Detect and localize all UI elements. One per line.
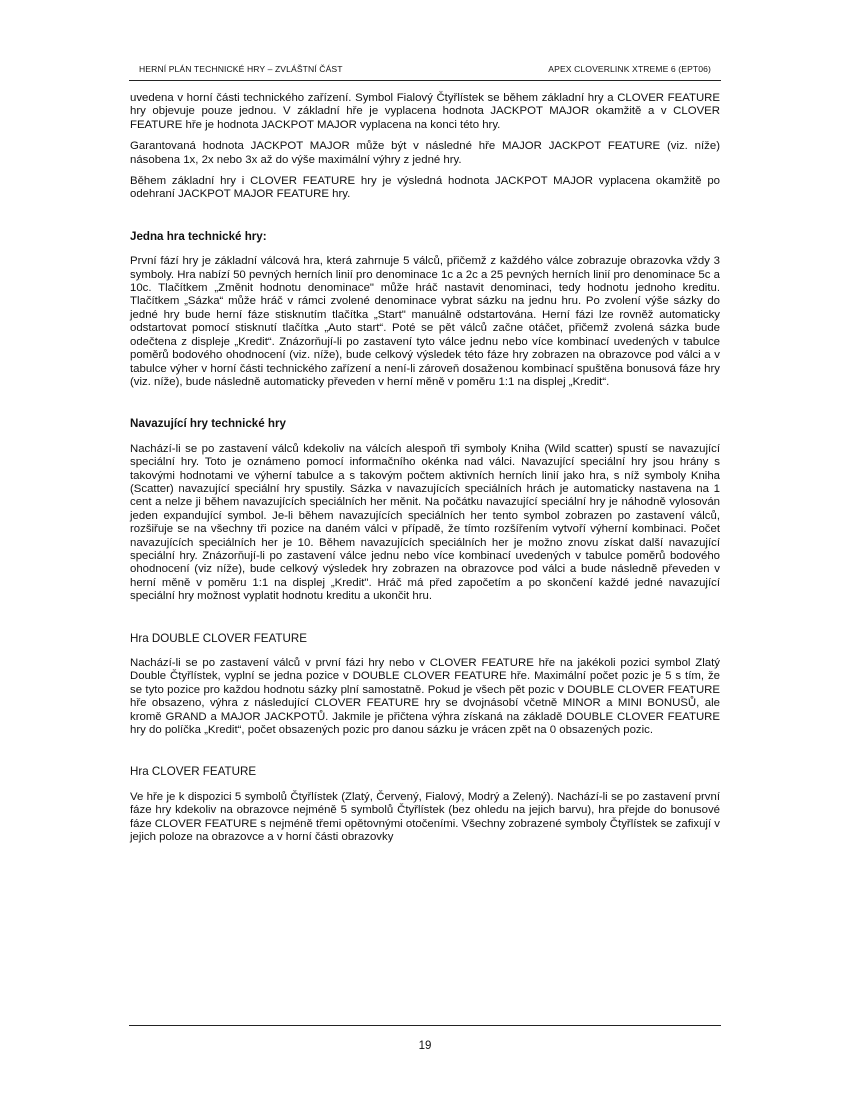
section-text-jedna-hra: První fází hry je základní válcová hra, která zahrnuje 5 válců, přičemž z každého válce zobrazuje obrazovka vždy 3 symboly. Hra nabízí 50 pevných herních linií pro denominace 1c a 2c a 25 pevných herních linií pro denominace 5c a 10c. Tlačítkem „Změnit hodnotu denominace" může hráč nastavit denominaci, tedy hodnotu jednoho kreditu. Tlačítkem „Sázka“ může hráč v rámci zvolené denominace vybrat sázku na jednu hru. Po zvolení výše sázky do jedné hry bude herní fáze stisknutím tlačítka „Start" manuálně odstartována. Herní fázi lze rovněž automaticky odstartovat pomocí stisknutí tlačítka „Auto start“. Poté se pět válců začne otáčet, přičemž zvolená sázka bude odečtena z displeje „Kredit“. Znázorňují-li po zastavení tyto válce jednu nebo více kombinací uvedených v tabulce poměrů bodového ohodnocení (viz. níže), bude celkový výsledek této fáze hry zobrazen na obrazovce pod válci a v tabulce výher v horní části technického zařízení a není-li zároveň dosaženou kombinací spuštěna bonusová fáze hry (viz. níže), bude následně automaticky převeden v herní měně v poměru 1:1 na displej „Kredit“. — [130, 255, 720, 388]
page-number: 19 — [418, 1040, 432, 1052]
footer-divider — [129, 1025, 721, 1026]
section-title-jedna-hra: Jedna hra technické hry: — [130, 229, 267, 243]
section-text-double-clover: Nachází-li se po zastavení válců v první fázi hry nebo v CLOVER FEATURE hře na jakékoli pozici symbol Zlatý Double Čtyřlístek, vyplní se jedna pozice v DOUBLE CLOVER FEATURE hře. Maximální počet pozic je 5 s tím, že se tyto pozice pro každou hodnotu sázky plní samostatně. Pokud je všech pět pozic v DOUBLE CLOVER FEATURE hře obsazeno, výhra z následující CLOVER FEATURE hry se dvojnásobí včetně MINOR a MINI BONUSŮ, ale kromě GRAND a MAJOR JACKPOTŮ. Jakmile je přičtena výhra získaná na základě DOUBLE CLOVER FEATURE hry do políčka „Kredit“, počet obsazených pozic pro danou sázku je vrácen zpět na 0 obsazených pozic. — [130, 657, 720, 737]
intro-paragraph-1: uvedena v horní části technického zařízení. Symbol Fialový Čtyřlístek se během základní hry a CLOVER FEATURE hry objevuje pouze jednou. V základní hře je vyplacena hodnota JACKPOT MAJOR okamžitě a v CLOVER FEATURE hře je hodnota JACKPOT MAJOR vyplacena na konci této hry. — [130, 92, 720, 131]
intro-paragraph-2: Garantovaná hodnota JACKPOT MAJOR může být v následné hře MAJOR JACKPOT FEATURE (viz. níže) násobena 1x, 2x nebo 3x až do výše maximální výhry z jedné hry. — [130, 140, 720, 166]
section-title-double-clover: Hra DOUBLE CLOVER FEATURE — [130, 631, 307, 645]
page-header — [129, 64, 721, 78]
header-document-title: HERNÍ PLÁN TECHNICKÉ HRY – ZVLÁŠTNÍ ČÁST — [139, 64, 343, 74]
section-title-clover-feature: Hra CLOVER FEATURE — [130, 765, 257, 779]
page-content — [130, 92, 720, 852]
section-text-navazujici-hry: Nachází-li se po zastavení válců kdekoliv na válcích alespoň tři symboly Kniha (Wild scatter) spustí se navazující speciální hry. Toto je oznámeno pomocí informačního okénka nad válci. Navazující speciální hry jsou hrány s takovými hodnotami ve výherní tabulce a s takovým počtem aktivních herních linií jako hra, s níž symboly Kniha (Scatter) navazující speciální hry spustily. Sázka v navazujících speciálních hrách je automaticky nastavena na 1 cent a nelze ji během navazujících speciálních her měnit. Na počátku navazující speciální hry je náhodně vylosován jeden expandující symbol. Je-li během navazujících speciálních her tento symbol zobrazen po zastavení válců, rozšiřuje se na všechny tři pozice na daném válci v případě, že tímto rozšířením vytvoří výherní kombinaci. Počet navazujících speciálních her je 10. Během navazujících speciálních her je možno znovu získat další navazující speciální hry. Znázorňují-li po zastavení válce jednu nebo více kombinací uvedených v tabulce poměrů bodového ohodnocení (viz níže), bude celkový výsledek hry zobrazen na obrazovce pod válci a bude následně převeden v herní měně v poměru 1:1 na displej „Kredit". Hráč má před započetím a po skončení každé jedné navazující speciální hry možnost vyplatit hodnotu kreditu a ukončit hru. — [130, 442, 720, 603]
header-divider — [129, 80, 721, 81]
section-text-clover-feature: Ve hře je k dispozici 5 symbolů Čtyřlístek (Zlatý, Červený, Fialový, Modrý a Zelený). Nachází-li se po zastavení první fáze hry kdekoliv na obrazovce nejméně 5 symbolů Čtyřlístek (bez ohledu na jejich barvu), hra přejde do bonusové fáze CLOVER FEATURE s nejméně třemi opětovnými otočeními. Všechny zobrazené symboly Čtyřlístek se zafixují v jejich poloze na obrazovce a v horní části obrazovky — [130, 790, 720, 844]
header-game-title: APEX CLOVERLINK XTREME 6 (EPT06) — [548, 64, 711, 74]
section-title-navazujici-hry: Navazující hry technické hry — [130, 417, 286, 431]
intro-paragraph-3: Během základní hry i CLOVER FEATURE hry je výsledná hodnota JACKPOT MAJOR vyplacena okamžitě po odehraní JACKPOT MAJOR FEATURE hry. — [130, 175, 720, 201]
